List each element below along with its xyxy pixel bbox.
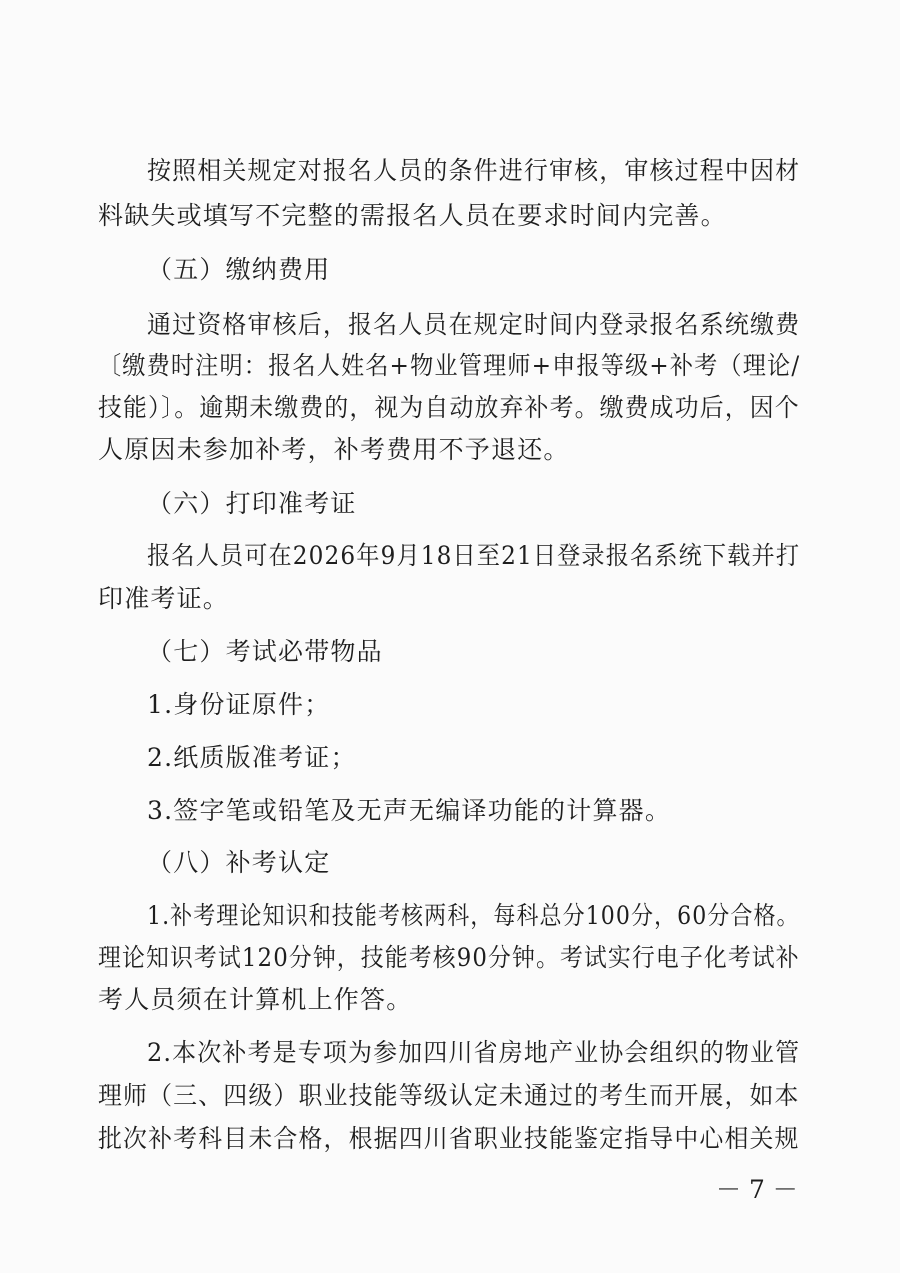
- text-line: 考人员须在计算机上作答。: [98, 985, 413, 1014]
- section-heading: （七）考试必带物品: [147, 637, 383, 666]
- text-line: 2.本次补考是专项为参加四川省房地产业协会组织的物业管: [147, 1038, 801, 1067]
- text-line: 按照相关规定对报名人员的条件进行审核，审核过程中因材: [147, 156, 801, 185]
- text-line: 料缺失或填写不完整的需报名人员在要求时间内完善。: [98, 201, 727, 230]
- text-line: 〔缴费时注明：报名人姓名+物业管理师+申报等级+补考（理论/: [98, 351, 801, 380]
- text-line: 批次补考科目未合格，根据四川省职业技能鉴定指导中心相关规: [98, 1124, 800, 1153]
- page-number: － 7 －: [716, 1175, 798, 1204]
- text-line: 通过资格审核后，报名人员在规定时间内登录报名系统缴费: [147, 310, 801, 339]
- list-item: 3.签字笔或铅笔及无声无编译功能的计算器。: [147, 796, 672, 825]
- text-line: 理论知识考试120分钟，技能考核90分钟。考试实行电子化考试补: [98, 943, 800, 972]
- section-heading: （六）打印准考证: [147, 489, 357, 518]
- text-line: 1.补考理论知识和技能考核两科，每科总分100分，60分合格。: [147, 901, 800, 930]
- text-line: 理师（三、四级）职业技能等级认定未通过的考生而开展，如本: [98, 1081, 800, 1110]
- section-heading: （八）补考认定: [147, 848, 331, 877]
- text-line: 技能）〕。逾期未缴费的，视为自动放弃补考。缴费成功后，因个: [98, 393, 800, 422]
- text-line: 人原因未参加补考，补考费用不予退还。: [98, 435, 570, 464]
- list-item: 2.纸质版准考证；: [147, 743, 357, 772]
- text-line: 印准考证。: [98, 584, 230, 613]
- list-item: 1.身份证原件；: [147, 690, 331, 719]
- section-heading: （五）缴纳费用: [147, 255, 331, 284]
- text-line: 报名人员可在2026年9月18日至21日登录报名系统下载并打: [147, 541, 801, 570]
